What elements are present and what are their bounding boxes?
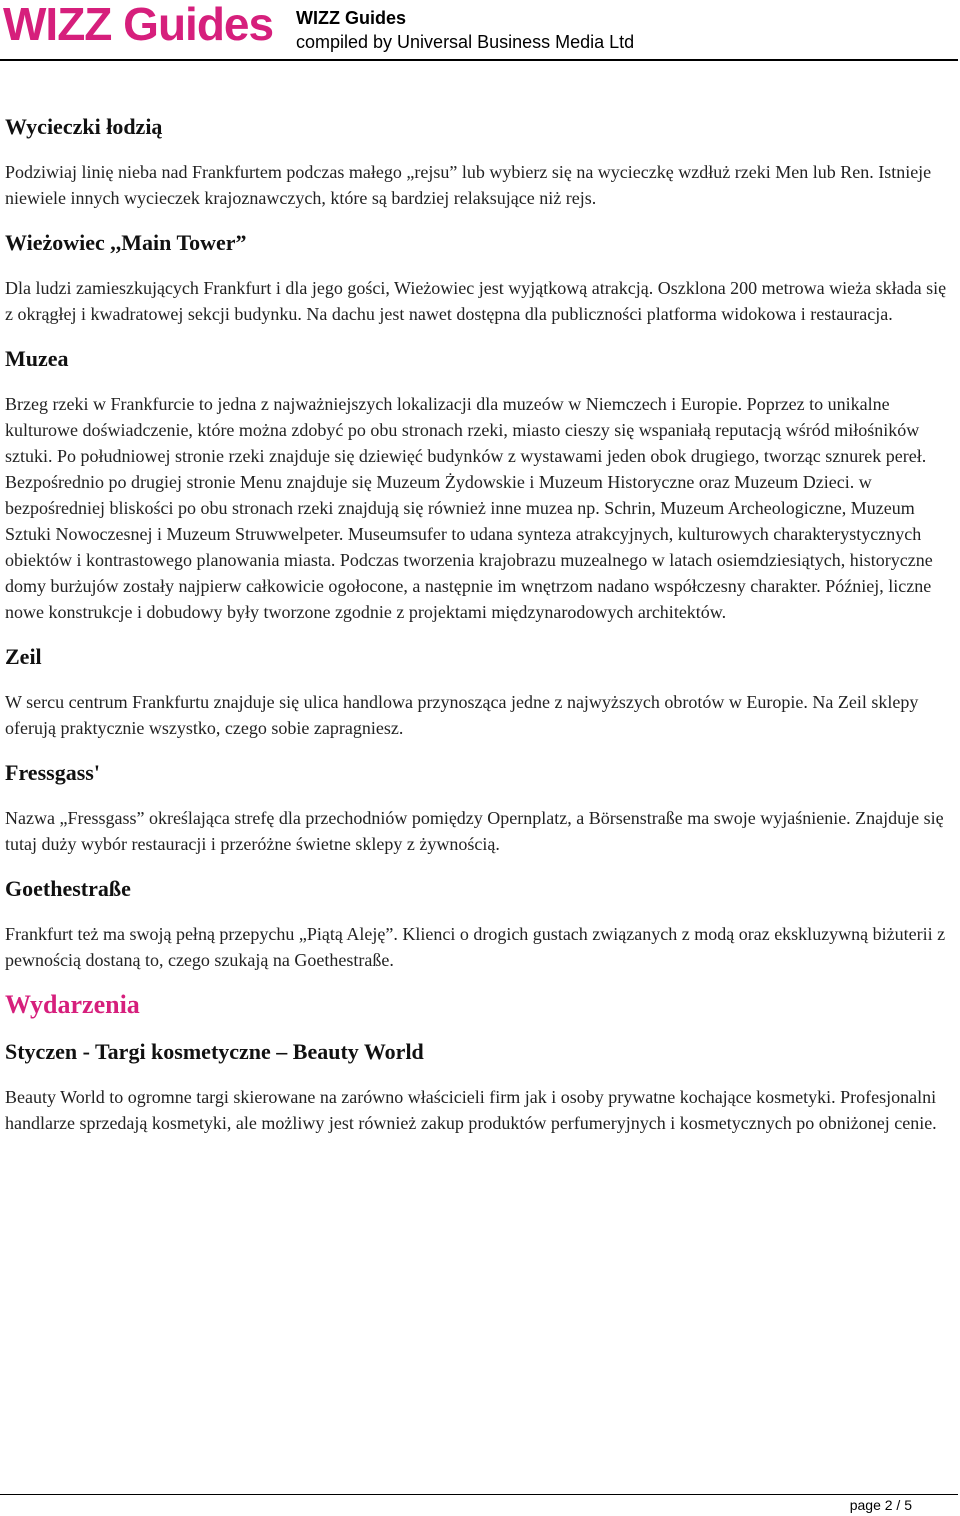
- paragraph-beauty-world: Beauty World to ogromne targi skierowane na zarówno właścicieli firm jak i osoby prywatne kochające kosmetyki. Profesjonalni handlarze sprzedają kosmetyki, ale możliwy jest również zakup produktów perfumeryjnych i kosmetycznych po obniżonej cenie.: [5, 1087, 937, 1133]
- heading-beauty-world: Styczen - Targi kosmetyczne – Beauty World: [5, 1039, 424, 1064]
- paragraph-fressgass: Nazwa „Fressgass” określająca strefę dla przechodniów pomiędzy Opernplatz, a Börsenstraße ma swoje wyjaśnienie. Znajduje się tutaj duży wybór restauracji i przeróżne świetne sklepy z żywnością.: [5, 808, 944, 854]
- section-heading-events: Wydarzenia: [5, 990, 140, 1019]
- header-subtitle: compiled by Universal Business Media Ltd: [296, 32, 635, 52]
- heading-zeil: Zeil: [5, 644, 42, 669]
- footer-divider: [0, 1494, 958, 1495]
- heading-main-tower: Wieżowiec ,,Main Tower”: [5, 230, 247, 255]
- header-title: WIZZ Guides: [296, 8, 406, 28]
- wizz-guides-logo: WIZZ Guides: [3, 0, 274, 50]
- paragraph-main-tower: Dla ludzi zamieszkujących Frankfurt i dla jego gości, Wieżowiec jest wyjątkową atrakcją. Oszklona 200 metrowa wieża składa się z okrągłej i kwadratowej sekcji budynku. Na dachu jest nawet dostępna dla publiczności platforma widokowa i restauracja.: [5, 278, 947, 324]
- paragraph-zeil: W sercu centrum Frankfurtu znajduje się ulica handlowa przynosząca jedne z najwyższych obrotów w Europie. Na Zeil sklepy oferują praktycznie wszystko, czego sobie zapragniesz.: [5, 692, 919, 738]
- heading-fressgass: Fressgass': [5, 760, 100, 785]
- page-number: page 2 / 5: [849, 1497, 912, 1513]
- paragraph-museums: Brzeg rzeki w Frankfurcie to jedna z najważniejszych lokalizacji dla muzeów w Niemczech i Europie. Poprzez to unikalne kulturowe doświadczenie, które można zdobyć po obu stronach rzeki, miasto cieszy się wspaniałą reputacją wśród miłośników sztuki. Po południowej stronie rzeki znajduje się dziewięć budynków z wystawami jeden obok drugiego, tworząc sznurek pereł. Bezpośrednio po drugiej stronie Menu znajduje się Muzeum Żydowskie i Muzeum Historyczne oraz Muzeum Dzieci. w bezpośredniej bliskości po obu stronach rzeki znajdują się również inne muzea np. Schrin, Muzeum Archeologiczne, Muzeum Sztuki Nowoczesnej i Muzeum Struwwelpeter. Museumsufer to udana synteza atrakcyjnych, kulturowych charakterystycznych obiektów i kontrastowego planowania miasta. Podczas tworzenia krajobrazu muzealnego w latach osiemdziesiątych, historyczne domy burżujów zostały najpierw całkowicie ogołocone, a następnie im wnętrzom nadano współczesny charakter. Później, liczne nowe konstrukcje i dobudowy były tworzone zgodnie z projektami międzynarodowych architektów.: [5, 394, 933, 622]
- header-text: [296, 6, 634, 54]
- heading-museums: Muzea: [5, 346, 69, 371]
- page-header: [0, 0, 960, 60]
- heading-boat-trips: Wycieczki łodzią: [5, 114, 163, 139]
- paragraph-boat-trips: Podziwiaj linię nieba nad Frankfurtem podczas małego „rejsu” lub wybierz się na wycieczkę wzdłuż rzeki Men lub Ren. Istnieje niewiele innych wycieczek krajoznawczych, które są bardziej relaksujące niż rejs.: [5, 162, 932, 208]
- header-divider: [0, 59, 958, 61]
- paragraph-goethestrasse: Frankfurt też ma swoją pełną przepychu „Piątą Aleję”. Klienci o drogich gustach związanych z modą oraz ekskluzywną biżuterii z pewnością dostaną to, czego szukają na Goethestraße.: [5, 924, 946, 970]
- page-content: [5, 112, 950, 1153]
- heading-goethestrasse: Goethestraße: [5, 876, 131, 901]
